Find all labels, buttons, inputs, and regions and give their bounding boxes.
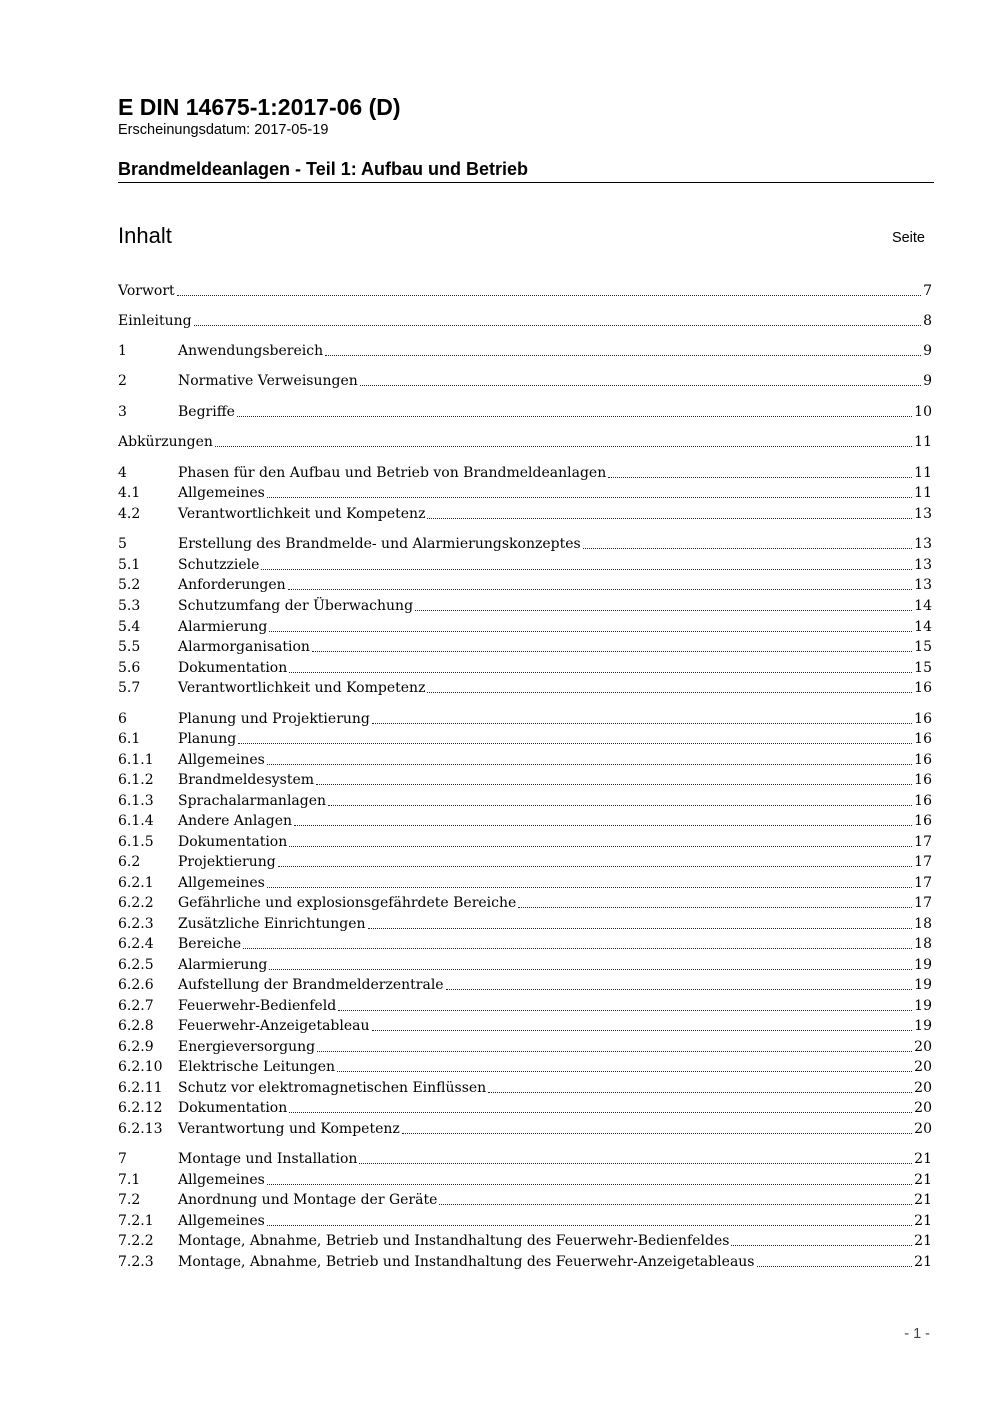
dot-leader: [427, 691, 912, 693]
toc-entry-title: Verantwortung und Kompetenz: [178, 1121, 400, 1137]
toc-entry[interactable]: [118, 1119, 932, 1139]
toc-entry[interactable]: [118, 281, 932, 301]
dot-leader: [243, 947, 912, 949]
toc-entry-number: 6.2.6: [118, 977, 154, 993]
toc-entry-title: Schutzziele: [178, 557, 260, 573]
toc-entry-title: Planung und Projektierung: [178, 711, 370, 727]
dot-leader: [289, 1111, 912, 1113]
toc-entry-title: Allgemeines: [178, 752, 265, 768]
toc-entry-page: 9: [923, 373, 932, 389]
dot-leader: [261, 568, 912, 570]
dot-leader: [583, 547, 912, 549]
dot-leader: [338, 1009, 912, 1011]
toc-entry[interactable]: [118, 750, 932, 770]
toc-entry-title: Verantwortlichkeit und Kompetenz: [178, 680, 426, 696]
toc-entry[interactable]: [118, 575, 932, 595]
toc-entry-page: 16: [914, 772, 932, 788]
toc-entry-page: 20: [914, 1121, 932, 1137]
dot-leader: [294, 824, 912, 826]
toc-entry[interactable]: [118, 955, 932, 975]
dot-leader: [427, 517, 912, 519]
dot-leader: [359, 1162, 912, 1164]
toc-entry-title: Energieversorgung: [178, 1039, 316, 1055]
toc-entry-title: Montage, Abnahme, Betrieb und Instandhaltung des Feuerwehr-Bedienfeldes: [178, 1233, 730, 1249]
toc-entry-number: 5.1: [118, 557, 141, 573]
toc-entry[interactable]: [118, 617, 932, 637]
toc-entry-number: 4.2: [118, 506, 141, 522]
toc-entry-number: 6: [118, 711, 127, 727]
toc-entry-number: 5.5: [118, 639, 141, 655]
toc-entry-title: Allgemeines: [178, 875, 265, 891]
publication-date: Erscheinungsdatum: 2017-05-19: [118, 122, 329, 138]
toc-entry-page: 16: [914, 793, 932, 809]
toc-entry-title: Schutzumfang der Überwachung: [178, 598, 414, 614]
toc-entry-title: Anforderungen: [178, 577, 286, 593]
dot-leader: [372, 722, 912, 724]
toc-entry-page: 20: [914, 1100, 932, 1116]
toc-entry-page: 16: [914, 711, 932, 727]
toc-entry-page: 17: [914, 875, 932, 891]
toc-entry-page: 21: [914, 1192, 932, 1208]
toc-entry-number: 6.2: [118, 854, 141, 870]
toc-entry-page: 9: [923, 343, 932, 359]
toc-entry[interactable]: [118, 432, 932, 452]
toc-entry-title: Projektierung: [178, 854, 276, 870]
toc-entry[interactable]: [118, 832, 932, 852]
toc-entry[interactable]: [118, 1252, 932, 1272]
toc-entry-title: Begriffe: [178, 404, 235, 420]
toc-entry-number: 6.2.1: [118, 875, 154, 891]
dot-leader: [372, 1029, 913, 1031]
dot-leader: [267, 886, 912, 888]
toc-entry[interactable]: [118, 791, 932, 811]
toc-entry-number: 6.2.3: [118, 916, 154, 932]
toc-entry-page: 21: [914, 1151, 932, 1167]
toc-entry-number: 1: [118, 343, 127, 359]
toc-entry-title: Feuerwehr-Anzeigetableau: [178, 1018, 370, 1034]
toc-entry[interactable]: [118, 1231, 932, 1251]
toc-entry[interactable]: [118, 709, 932, 729]
toc-entry-number: 6.1: [118, 731, 141, 747]
toc-entry-number: 2: [118, 373, 127, 389]
toc-entry-page: 16: [914, 752, 932, 768]
page-column-label: Seite: [891, 230, 925, 246]
toc-entry-page: 20: [914, 1039, 932, 1055]
toc-entry-title: Schutz vor elektromagnetischen Einflüssen: [178, 1080, 487, 1096]
toc-entry-title: Anordnung und Montage der Geräte: [178, 1192, 438, 1208]
toc-entry-page: 14: [914, 619, 932, 635]
toc-entry-number: 6.2.4: [118, 936, 154, 952]
toc-entry[interactable]: [118, 637, 932, 657]
toc-entry-page: 21: [914, 1213, 932, 1229]
dot-leader: [439, 1203, 912, 1205]
toc-entry-number: 3: [118, 404, 127, 420]
toc-entry-number: 6.1.2: [118, 772, 154, 788]
toc-entry-number: 6.2.11: [118, 1080, 163, 1096]
toc-entry[interactable]: [118, 1190, 932, 1210]
toc-entry-page: 19: [914, 1018, 932, 1034]
toc-entry-title: Normative Verweisungen: [178, 373, 358, 389]
toc-entry-page: 20: [914, 1059, 932, 1075]
toc-entry[interactable]: [118, 1057, 932, 1077]
toc-entry[interactable]: [118, 311, 932, 331]
toc-entry-page: 16: [914, 680, 932, 696]
toc-entry-number: 6.2.8: [118, 1018, 154, 1034]
dot-leader: [337, 1070, 912, 1072]
toc-entry[interactable]: [118, 770, 932, 790]
toc-entry[interactable]: [118, 996, 932, 1016]
toc-entry[interactable]: [118, 658, 932, 678]
toc-entry-title: Zusätzliche Einrichtungen: [178, 916, 366, 932]
toc-entry-page: 11: [914, 465, 932, 481]
dot-leader: [177, 294, 921, 296]
dot-leader: [402, 1132, 912, 1134]
toc-entry[interactable]: [118, 463, 932, 483]
toc-entry-number: 7.2.3: [118, 1254, 154, 1270]
dot-leader: [238, 742, 912, 744]
toc-entry-title: Phasen für den Aufbau und Betrieb von Brandmeldeanlagen: [178, 465, 607, 481]
toc-entry-page: 18: [914, 936, 932, 952]
toc-entry-number: 6.2.7: [118, 998, 154, 1014]
dot-leader: [289, 845, 912, 847]
dot-leader: [316, 783, 912, 785]
toc-entry[interactable]: [118, 1098, 932, 1118]
toc-entry-title: Alarmierung: [178, 619, 268, 635]
toc-entry-number: 5.4: [118, 619, 141, 635]
toc-entry-page: 17: [914, 854, 932, 870]
dot-leader: [518, 906, 912, 908]
toc-entry-page: 19: [914, 998, 932, 1014]
document-subtitle: Brandmeldeanlagen - Teil 1: Aufbau und Betrieb: [118, 159, 529, 179]
toc-entry[interactable]: [118, 1149, 932, 1169]
toc-entry[interactable]: [118, 596, 932, 616]
dot-leader: [278, 865, 912, 867]
toc-entry-page: 13: [914, 506, 932, 522]
dot-leader: [360, 384, 921, 386]
toc-entry-page: 10: [914, 404, 932, 420]
toc-entry-number: 5.2: [118, 577, 141, 593]
toc-entry-title: Andere Anlagen: [178, 813, 293, 829]
toc-entry-title: Aufstellung der Brandmelderzentrale: [178, 977, 444, 993]
toc-entry-page: 21: [914, 1172, 932, 1188]
toc-entry-title: Dokumentation: [178, 1100, 288, 1116]
toc-entry-title: Verantwortlichkeit und Kompetenz: [178, 506, 426, 522]
toc-entry-page: 8: [923, 313, 932, 329]
toc-entry-page: 19: [914, 977, 932, 993]
toc-entry-title: Montage und Installation: [178, 1151, 358, 1167]
document-title: E DIN 14675-1:2017-06 (D): [118, 94, 401, 120]
toc-entry-title: Elektrische Leitungen: [178, 1059, 336, 1075]
toc-entry-number: 7.2.2: [118, 1233, 154, 1249]
toc-entry-number: 5.7: [118, 680, 141, 696]
toc-entry-title: Anwendungsbereich: [178, 343, 324, 359]
toc-entry-title: Dokumentation: [178, 660, 288, 676]
toc-entry[interactable]: [118, 555, 932, 575]
toc-entry[interactable]: [118, 1078, 932, 1098]
toc-entry[interactable]: [118, 1037, 932, 1057]
dot-leader: [267, 1183, 912, 1185]
toc-entry[interactable]: [118, 934, 932, 954]
toc-entry-title: Allgemeines: [178, 485, 265, 501]
toc-entry-page: 21: [914, 1233, 932, 1249]
toc-entry[interactable]: [118, 534, 932, 554]
toc-entry-page: 20: [914, 1080, 932, 1096]
dot-leader: [312, 650, 912, 652]
dot-leader: [368, 927, 913, 929]
toc-entry-number: 5: [118, 536, 127, 552]
toc-entry[interactable]: [118, 729, 932, 749]
toc-entry[interactable]: [118, 1170, 932, 1190]
toc-entry-title: Allgemeines: [178, 1213, 265, 1229]
table-of-contents: [118, 0, 932, 1403]
toc-entry-number: 6.1.1: [118, 752, 154, 768]
toc-entry-title: Montage, Abnahme, Betrieb und Instandhaltung des Feuerwehr-Anzeigetableaus: [178, 1254, 755, 1270]
toc-entry-number: 6.2.12: [118, 1100, 163, 1116]
page-number: - 1 -: [904, 1326, 930, 1342]
dot-leader: [288, 588, 913, 590]
toc-entry-page: 19: [914, 957, 932, 973]
toc-entry-title: Einleitung: [118, 313, 192, 329]
dot-leader: [215, 445, 912, 447]
toc-entry-title: Bereiche: [178, 936, 242, 952]
toc-entry[interactable]: [118, 914, 932, 934]
toc-entry-page: 21: [914, 1254, 932, 1270]
dot-leader: [194, 324, 922, 326]
toc-entry-page: 11: [914, 485, 932, 501]
toc-entry-title: Alarmierung: [178, 957, 268, 973]
toc-entry-title: Feuerwehr-Bedienfeld: [178, 998, 337, 1014]
toc-entry-title: Dokumentation: [178, 834, 288, 850]
dot-leader: [289, 671, 912, 673]
dot-leader: [237, 415, 912, 417]
dot-leader: [757, 1265, 913, 1267]
toc-entry-page: 11: [914, 434, 932, 450]
toc-entry-title: Vorwort: [118, 283, 175, 299]
toc-entry-number: 7.2: [118, 1192, 141, 1208]
toc-entry-page: 13: [914, 536, 932, 552]
toc-entry-number: 7.2.1: [118, 1213, 154, 1229]
toc-entry-title: Erstellung des Brandmelde- und Alarmierungskonzeptes: [178, 536, 581, 552]
dot-leader: [267, 496, 912, 498]
toc-entry-title: Abkürzungen: [118, 434, 213, 450]
toc-entry-page: 16: [914, 813, 932, 829]
toc-entry-number: 6.1.4: [118, 813, 154, 829]
toc-entry-number: 6.2.13: [118, 1121, 163, 1137]
toc-entry-number: 6.2.2: [118, 895, 154, 911]
dot-leader: [269, 968, 912, 970]
toc-entry-title: Sprachalarmanlagen: [178, 793, 327, 809]
toc-entry-number: 6.1.5: [118, 834, 154, 850]
toc-entry-number: 5.3: [118, 598, 141, 614]
toc-entry-page: 16: [914, 731, 932, 747]
toc-entry-title: Allgemeines: [178, 1172, 265, 1188]
toc-entry-page: 15: [914, 660, 932, 676]
dot-leader: [415, 609, 912, 611]
toc-entry-number: 7: [118, 1151, 127, 1167]
toc-entry-page: 14: [914, 598, 932, 614]
toc-entry[interactable]: [118, 1016, 932, 1036]
toc-entry-page: 13: [914, 577, 932, 593]
toc-entry[interactable]: [118, 483, 932, 503]
toc-entry[interactable]: [118, 1211, 932, 1231]
toc-entry-page: 17: [914, 895, 932, 911]
toc-entry-title: Gefährliche und explosionsgefährdete Bereiche: [178, 895, 517, 911]
toc-entry[interactable]: [118, 852, 932, 872]
toc-entry-page: 15: [914, 639, 932, 655]
dot-leader: [267, 1224, 912, 1226]
toc-entry-number: 6.2.10: [118, 1059, 163, 1075]
toc-entry[interactable]: [118, 402, 932, 422]
toc-entry-page: 18: [914, 916, 932, 932]
toc-heading: Inhalt: [118, 223, 172, 248]
toc-entry[interactable]: [118, 811, 932, 831]
toc-entry-title: Planung: [178, 731, 237, 747]
toc-entry[interactable]: [118, 371, 932, 391]
dot-leader: [325, 354, 921, 356]
dot-leader: [731, 1244, 912, 1246]
toc-entry-page: 17: [914, 834, 932, 850]
dot-leader: [269, 630, 912, 632]
toc-entry-number: 5.6: [118, 660, 141, 676]
toc-entry-page: 13: [914, 557, 932, 573]
dot-leader: [608, 476, 912, 478]
toc-entry[interactable]: [118, 893, 932, 913]
dot-leader: [488, 1091, 912, 1093]
toc-entry-number: 6.2.9: [118, 1039, 154, 1055]
toc-entry-title: Brandmeldesystem: [178, 772, 315, 788]
toc-entry[interactable]: [118, 873, 932, 893]
dot-leader: [267, 763, 912, 765]
toc-entry-page: 7: [923, 283, 932, 299]
dot-leader: [317, 1050, 912, 1052]
toc-entry-number: 4.1: [118, 485, 141, 501]
toc-entry-number: 4: [118, 465, 127, 481]
toc-entry[interactable]: [118, 678, 932, 698]
toc-entry[interactable]: [118, 975, 932, 995]
dot-leader: [328, 804, 912, 806]
toc-entry-number: 7.1: [118, 1172, 141, 1188]
dot-leader: [446, 988, 913, 990]
toc-entry-number: 6.2.5: [118, 957, 154, 973]
toc-entry[interactable]: [118, 504, 932, 524]
toc-entry[interactable]: [118, 341, 932, 361]
toc-entry-title: Alarmorganisation: [178, 639, 310, 655]
toc-entry-number: 6.1.3: [118, 793, 154, 809]
